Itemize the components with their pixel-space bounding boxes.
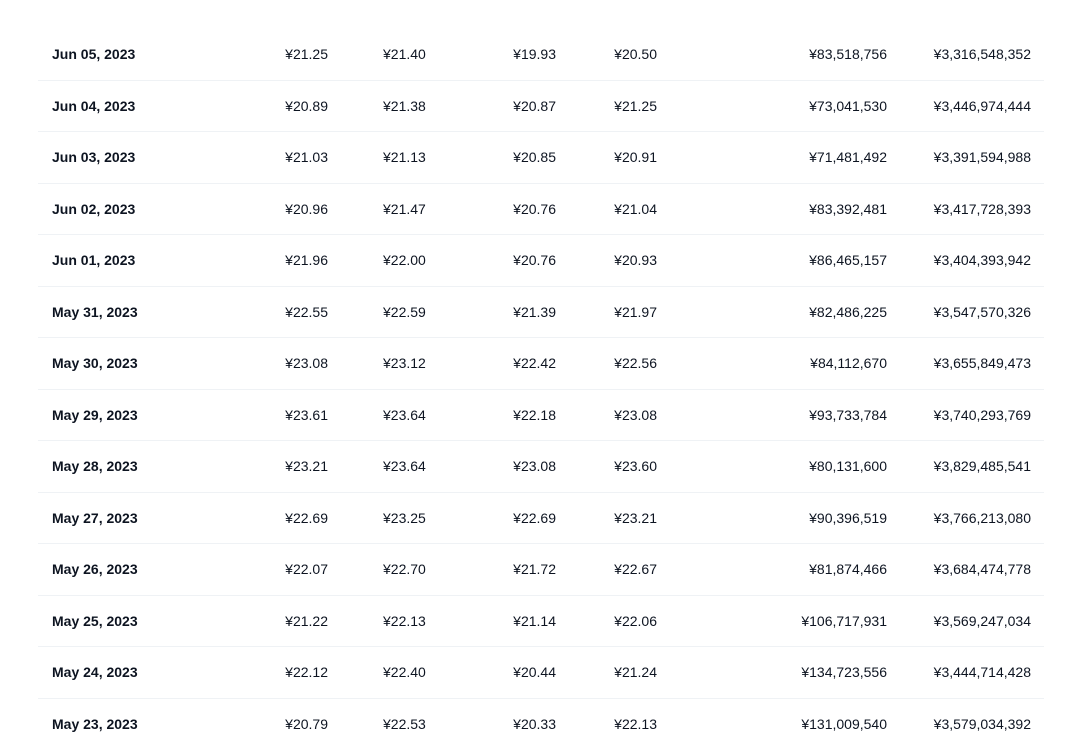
table-row — [38, 29, 1044, 81]
low-cell: ¥21.39 — [513, 287, 556, 339]
date-cell: Jun 02, 2023 — [52, 184, 135, 236]
market-cap-cell: ¥3,316,548,352 — [934, 29, 1031, 81]
volume-cell: ¥134,723,556 — [801, 647, 887, 699]
low-cell: ¥21.14 — [513, 596, 556, 648]
open-cell: ¥21.03 — [285, 132, 328, 184]
date-cell: Jun 04, 2023 — [52, 81, 135, 133]
low-cell: ¥22.42 — [513, 338, 556, 390]
table-row — [38, 235, 1044, 287]
high-cell: ¥22.00 — [383, 235, 426, 287]
volume-cell: ¥90,396,519 — [809, 493, 887, 545]
historical-data-table — [38, 29, 1044, 750]
low-cell: ¥20.76 — [513, 184, 556, 236]
date-cell: Jun 03, 2023 — [52, 132, 135, 184]
low-cell: ¥20.87 — [513, 81, 556, 133]
low-cell: ¥23.08 — [513, 441, 556, 493]
close-cell: ¥23.21 — [614, 493, 657, 545]
close-cell: ¥21.04 — [614, 184, 657, 236]
table-row — [38, 441, 1044, 493]
high-cell: ¥22.59 — [383, 287, 426, 339]
market-cap-cell: ¥3,446,974,444 — [934, 81, 1031, 133]
market-cap-cell: ¥3,684,474,778 — [934, 544, 1031, 596]
close-cell: ¥21.24 — [614, 647, 657, 699]
volume-cell: ¥71,481,492 — [809, 132, 887, 184]
market-cap-cell: ¥3,655,849,473 — [934, 338, 1031, 390]
table-row — [38, 132, 1044, 184]
high-cell: ¥21.38 — [383, 81, 426, 133]
table-row — [38, 287, 1044, 339]
low-cell: ¥20.76 — [513, 235, 556, 287]
open-cell: ¥23.21 — [285, 441, 328, 493]
volume-cell: ¥83,392,481 — [809, 184, 887, 236]
market-cap-cell: ¥3,829,485,541 — [934, 441, 1031, 493]
market-cap-cell: ¥3,417,728,393 — [934, 184, 1031, 236]
volume-cell: ¥84,112,670 — [810, 338, 887, 390]
date-cell: May 25, 2023 — [52, 596, 138, 648]
close-cell: ¥20.91 — [614, 132, 657, 184]
close-cell: ¥20.50 — [614, 29, 657, 81]
high-cell: ¥21.13 — [383, 132, 426, 184]
close-cell: ¥21.25 — [614, 81, 657, 133]
date-cell: May 31, 2023 — [52, 287, 138, 339]
open-cell: ¥22.12 — [285, 647, 328, 699]
open-cell: ¥20.89 — [285, 81, 328, 133]
market-cap-cell: ¥3,444,714,428 — [934, 647, 1031, 699]
market-cap-cell: ¥3,547,570,326 — [934, 287, 1031, 339]
high-cell: ¥23.12 — [383, 338, 426, 390]
table-row — [38, 699, 1044, 750]
market-cap-cell: ¥3,391,594,988 — [934, 132, 1031, 184]
low-cell: ¥22.69 — [513, 493, 556, 545]
date-cell: May 28, 2023 — [52, 441, 138, 493]
volume-cell: ¥73,041,530 — [809, 81, 887, 133]
high-cell: ¥22.40 — [383, 647, 426, 699]
open-cell: ¥23.61 — [285, 390, 328, 442]
table-row — [38, 81, 1044, 133]
table-row — [38, 184, 1044, 236]
high-cell: ¥22.53 — [383, 699, 426, 750]
low-cell: ¥22.18 — [513, 390, 556, 442]
low-cell: ¥20.85 — [513, 132, 556, 184]
volume-cell: ¥82,486,225 — [809, 287, 887, 339]
open-cell: ¥22.07 — [285, 544, 328, 596]
table-row — [38, 544, 1044, 596]
open-cell: ¥23.08 — [285, 338, 328, 390]
date-cell: May 30, 2023 — [52, 338, 138, 390]
date-cell: May 24, 2023 — [52, 647, 138, 699]
open-cell: ¥22.69 — [285, 493, 328, 545]
market-cap-cell: ¥3,766,213,080 — [934, 493, 1031, 545]
date-cell: May 27, 2023 — [52, 493, 138, 545]
volume-cell: ¥93,733,784 — [809, 390, 887, 442]
open-cell: ¥21.96 — [285, 235, 328, 287]
date-cell: May 23, 2023 — [52, 699, 138, 750]
volume-cell: ¥83,518,756 — [809, 29, 887, 81]
close-cell: ¥22.56 — [614, 338, 657, 390]
open-cell: ¥22.55 — [285, 287, 328, 339]
close-cell: ¥23.08 — [614, 390, 657, 442]
high-cell: ¥22.13 — [383, 596, 426, 648]
high-cell: ¥22.70 — [383, 544, 426, 596]
close-cell: ¥20.93 — [614, 235, 657, 287]
date-cell: May 26, 2023 — [52, 544, 138, 596]
high-cell: ¥21.40 — [383, 29, 426, 81]
low-cell: ¥21.72 — [513, 544, 556, 596]
market-cap-cell: ¥3,579,034,392 — [934, 699, 1031, 750]
market-cap-cell: ¥3,404,393,942 — [934, 235, 1031, 287]
close-cell: ¥21.97 — [614, 287, 657, 339]
low-cell: ¥20.44 — [513, 647, 556, 699]
volume-cell: ¥131,009,540 — [801, 699, 887, 750]
date-cell: Jun 05, 2023 — [52, 29, 135, 81]
table-row — [38, 390, 1044, 442]
volume-cell: ¥86,465,157 — [809, 235, 887, 287]
volume-cell: ¥106,717,931 — [801, 596, 887, 648]
table-row — [38, 647, 1044, 699]
close-cell: ¥22.13 — [614, 699, 657, 750]
high-cell: ¥21.47 — [383, 184, 426, 236]
volume-cell: ¥80,131,600 — [809, 441, 887, 493]
date-cell: Jun 01, 2023 — [52, 235, 135, 287]
low-cell: ¥20.33 — [513, 699, 556, 750]
open-cell: ¥20.79 — [285, 699, 328, 750]
close-cell: ¥22.67 — [614, 544, 657, 596]
low-cell: ¥19.93 — [513, 29, 556, 81]
market-cap-cell: ¥3,569,247,034 — [934, 596, 1031, 648]
table-row — [38, 596, 1044, 648]
open-cell: ¥20.96 — [285, 184, 328, 236]
open-cell: ¥21.25 — [285, 29, 328, 81]
close-cell: ¥23.60 — [614, 441, 657, 493]
market-cap-cell: ¥3,740,293,769 — [934, 390, 1031, 442]
table-row — [38, 338, 1044, 390]
open-cell: ¥21.22 — [285, 596, 328, 648]
table-row — [38, 493, 1044, 545]
high-cell: ¥23.64 — [383, 441, 426, 493]
high-cell: ¥23.25 — [383, 493, 426, 545]
high-cell: ¥23.64 — [383, 390, 426, 442]
volume-cell: ¥81,874,466 — [809, 544, 887, 596]
date-cell: May 29, 2023 — [52, 390, 138, 442]
close-cell: ¥22.06 — [614, 596, 657, 648]
